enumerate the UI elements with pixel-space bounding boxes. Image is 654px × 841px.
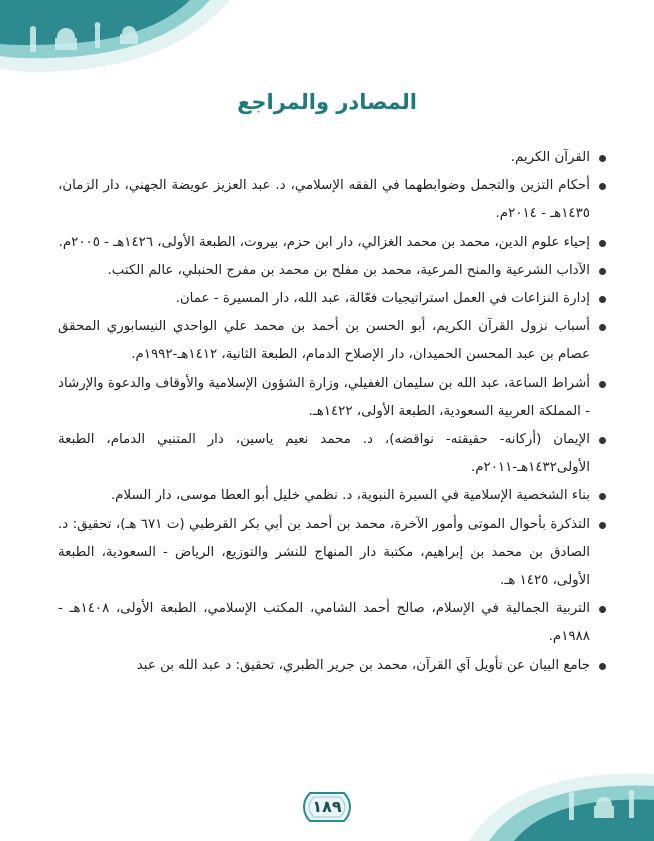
- bullet-dot-icon: [599, 268, 606, 275]
- bullet-dot-icon: [599, 183, 606, 190]
- reference-text: إحياء علوم الدين، محمد بن محمد الغزالي، دار ابن حزم، بيروت، الطبعة الأولى، ١٤٢٦هـ - ٢٠٠٥م.: [58, 234, 590, 250]
- reference-text: التذكرة بأحوال الموتى وأمور الآخرة، محمد بن أحمد بن أبي بكر القرطبي (ت ٦٧١ هـ)، تحقيق: د. الصادق بن محمد بن إبراهيم، مكتبة دار المنهاج للنشر والتوزيع، الرياض - السعودية، الطبعة الأولى، ١٤٢٥ هـ.: [58, 516, 590, 589]
- bullet-dot-icon: [599, 606, 606, 613]
- reference-item: [58, 652, 606, 680]
- reference-item: [58, 426, 606, 482]
- reference-text: أسباب نزول القرآن الكريم، أبو الحسن بن أحمد بن محمد علي الواحدي النيسابوري المحقق عصام بن عبد المحسن الحميدان، دار الإصلاح الدمام، الطبعة الثانية، ١٤١٢هـ-١٩٩٢م.: [58, 319, 590, 363]
- reference-item: [58, 285, 606, 313]
- reference-item: [58, 482, 606, 510]
- reference-item: [58, 172, 606, 228]
- bullet-dot-icon: [599, 324, 606, 331]
- top-left-decoration: [0, 0, 230, 90]
- reference-text: الإيمان (أركانه- حقيقته- نواقضه)، د. محمد نعيم ياسين، دار المتنبي الدمام، الطبعة الأولى١٤٣٢هـ-٢٠١١م.: [58, 432, 590, 476]
- reference-text: أحكام التزين والتجمل وضوابطهما في الفقه الإسلامي، د. عبد العزيز عويضة الجهني، دار الزمان، ١٤٣٥هـ - ٢٠١٤م.: [58, 178, 590, 222]
- reference-text: إدارة النزاعات في العمل استراتيجيات فعّالة، عبد الله، دار المسيرة - عمان.: [175, 291, 590, 307]
- reference-text: جامع البيان عن تأويل آي القرآن، محمد بن جرير الطبري، تحقيق: د عبد الله بن عبد: [136, 657, 590, 673]
- bullet-dot-icon: [599, 663, 606, 670]
- reference-item: [58, 370, 606, 426]
- bullet-dot-icon: [599, 381, 606, 388]
- reference-item: [58, 511, 606, 596]
- reference-text: أشراط الساعة، عبد الله بن سليمان الغفيلي، وزارة الشؤون الإسلامية والأوقاف والدعوة والإرشاد - المملكة العربية السعودية، الطبعة الأولى، ١٤٢٢هـ.: [58, 375, 590, 419]
- reference-text: التربية الجمالية في الإسلام، صالح أحمد الشامي، المكتب الإسلامي، الطبعة الأولى، ١٤٠٨هـ - ١٩٨٨م.: [58, 601, 590, 645]
- bullet-dot-icon: [599, 437, 606, 444]
- bullet-dot-icon: [599, 493, 606, 500]
- references-list: [58, 144, 606, 680]
- bullet-dot-icon: [599, 240, 606, 247]
- bullet-dot-icon: [599, 296, 606, 303]
- page-number: ١٨٩: [312, 797, 342, 816]
- bullet-dot-icon: [599, 522, 606, 529]
- reference-item: [58, 313, 606, 369]
- bottom-right-decoration: [469, 766, 654, 841]
- reference-text: الآداب الشرعية والمنح المرعية، محمد بن مفلح بن محمد بن مفرج الحنبلي، عالم الكتب.: [107, 262, 590, 278]
- reference-item: [58, 257, 606, 285]
- bullet-dot-icon: [599, 155, 606, 162]
- reference-item: [58, 595, 606, 651]
- reference-text: بناء الشخصية الإسلامية في السيرة النبوية، د. نظمي خليل أبو العطا موسى، دار السلام.: [110, 488, 590, 504]
- page-title: المصادر والمراجع: [237, 90, 417, 115]
- reference-item: [58, 229, 606, 257]
- reference-text: القرآن الكريم.: [510, 150, 590, 165]
- reference-item: [58, 144, 606, 172]
